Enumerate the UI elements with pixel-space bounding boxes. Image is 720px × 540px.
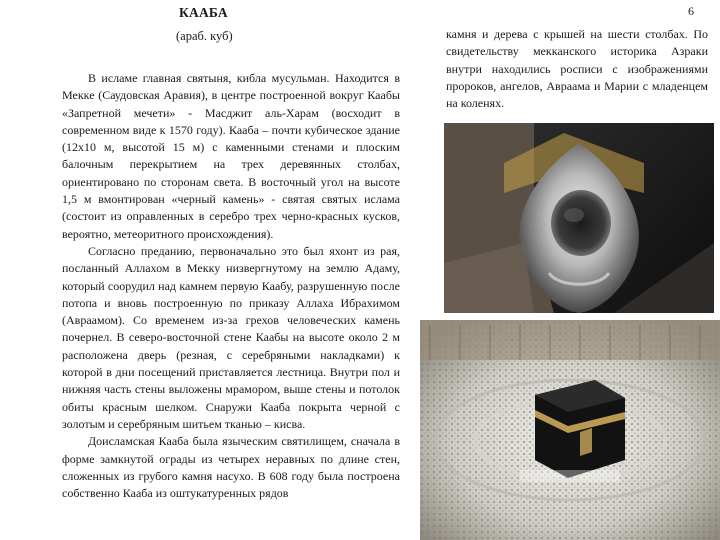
right-column-text [446, 26, 708, 112]
page-number: 6 [688, 4, 694, 18]
page-subtitle: (араб. куб) [176, 29, 233, 43]
paragraph-2: Согласно преданию, первоначально это был яхонт из рая, посланный Аллахом в Мекку низвергнутому на землю Адаму, который соорудил над камнем первую Каабу, разрушенную после потопа и вновь построенную по приказу Аллаха Ибрахимом (Авраамом). Со временем из-за грехов человеческих камень почернел. В северо-восточной стене Каабы на высоте около 2 м расположена дверь (резная, с серебряными накладками) к которой в дни посещений приставляется лестница. Внутри пол и нижняя часть стены выложены мрамором, выше стены и потолок обиты красным шелком. Снаружи Кааба покрыта черной с золотым и серебряным шитьем тканью – кисва. [62, 243, 400, 431]
paragraph-3: Доисламская Кааба была языческим святилищем, сначала в форме замкнутой ограды из четырех неравных по длине стен, сложенных из грубого камня насухо. В 608 году была построена собственно Кааба из оштукатуренных рядов [62, 434, 400, 501]
paragraph-4: камня и дерева с крышей на шести столбах. По свидетельству мекканского историка Азраки внутри находились росписи с изображениями пророков, ангелов, Авраама и Марии с младенцем на коленях. [446, 27, 708, 111]
page-title: КААБА [179, 5, 228, 20]
left-column-text [62, 70, 400, 502]
kaaba-photo [420, 320, 720, 540]
paragraph-1: В исламе главная святыня, кибла мусульман. Находится в Мекке (Саудовская Аравия), в центре построенной вокруг Каабы «Запретной мечети» - Масджит аль-Харам (восходит в современном виде к 1570 году). Кааба – почти кубическое здание (12х10 м, высотой 15 м) с каменными стенами и плоским балочным перекрытием на трех деревянных столбах, ориентировано по сторонам света. В восточный угол на высоте 1,5 м вмонтирован «черный камень» - святая святых ислама (состоит из оправленных в серебро трех черно-красных кусков, вероятно, метеоритного происхождения). [62, 71, 400, 241]
black-stone-photo [444, 123, 714, 313]
